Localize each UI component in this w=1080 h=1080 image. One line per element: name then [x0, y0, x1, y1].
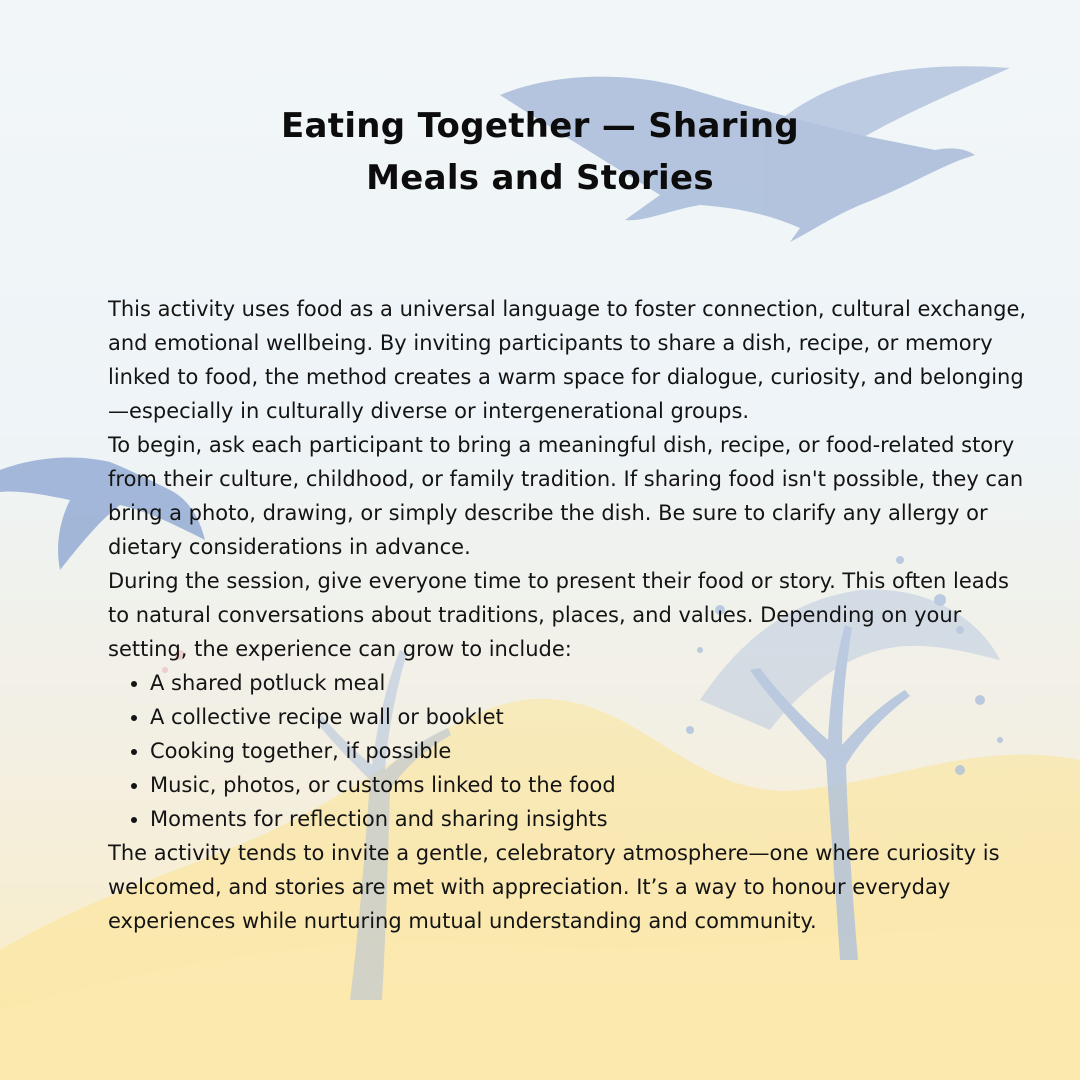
list-item: • Moments for reflection and sharing insights [150, 802, 1028, 836]
closing-paragraph: The activity tends to invite a gentle, celebratory atmosphere—one where curiosity is welcomed, and stories are met with appreciation. It’s a way to honour everyday experiences while nurturing mutual understanding and community. [108, 841, 1000, 933]
instructions-paragraph: To begin, ask each participant to bring a meaningful dish, recipe, or food-related story from their culture, childhood, or family tradition. If sharing food isn't possible, they can bring a photo, drawing, or simply describe the dish. Be sure to clarify any allergy or dietary considerations in advance. [108, 433, 1024, 559]
list-item: • Cooking together, if possible [150, 734, 1028, 768]
article-body [108, 292, 1028, 938]
list-item: • A collective recipe wall or booklet [150, 700, 1028, 734]
intro-paragraph: This activity uses food as a universal language to foster connection, cultural exchange, and emotional wellbeing. By inviting participants to share a dish, recipe, or memory linked to food, the method creates a warm space for dialogue, curiosity, and belonging—especially in culturally diverse or intergenerational groups. [108, 297, 1027, 423]
page-title [140, 100, 940, 204]
title-line-1: Eating Together — Sharing [281, 106, 799, 146]
activity-list [108, 666, 1028, 836]
list-item: • Music, photos, or customs linked to the food [150, 768, 1028, 802]
title-line-2: Meals and Stories [366, 158, 714, 198]
session-paragraph: During the session, give everyone time to present their food or story. This often leads to natural conversations about traditions, places, and values. Depending on your setting, the experience can grow to include: [108, 569, 1009, 661]
list-item: • A shared potluck meal [150, 666, 1028, 700]
